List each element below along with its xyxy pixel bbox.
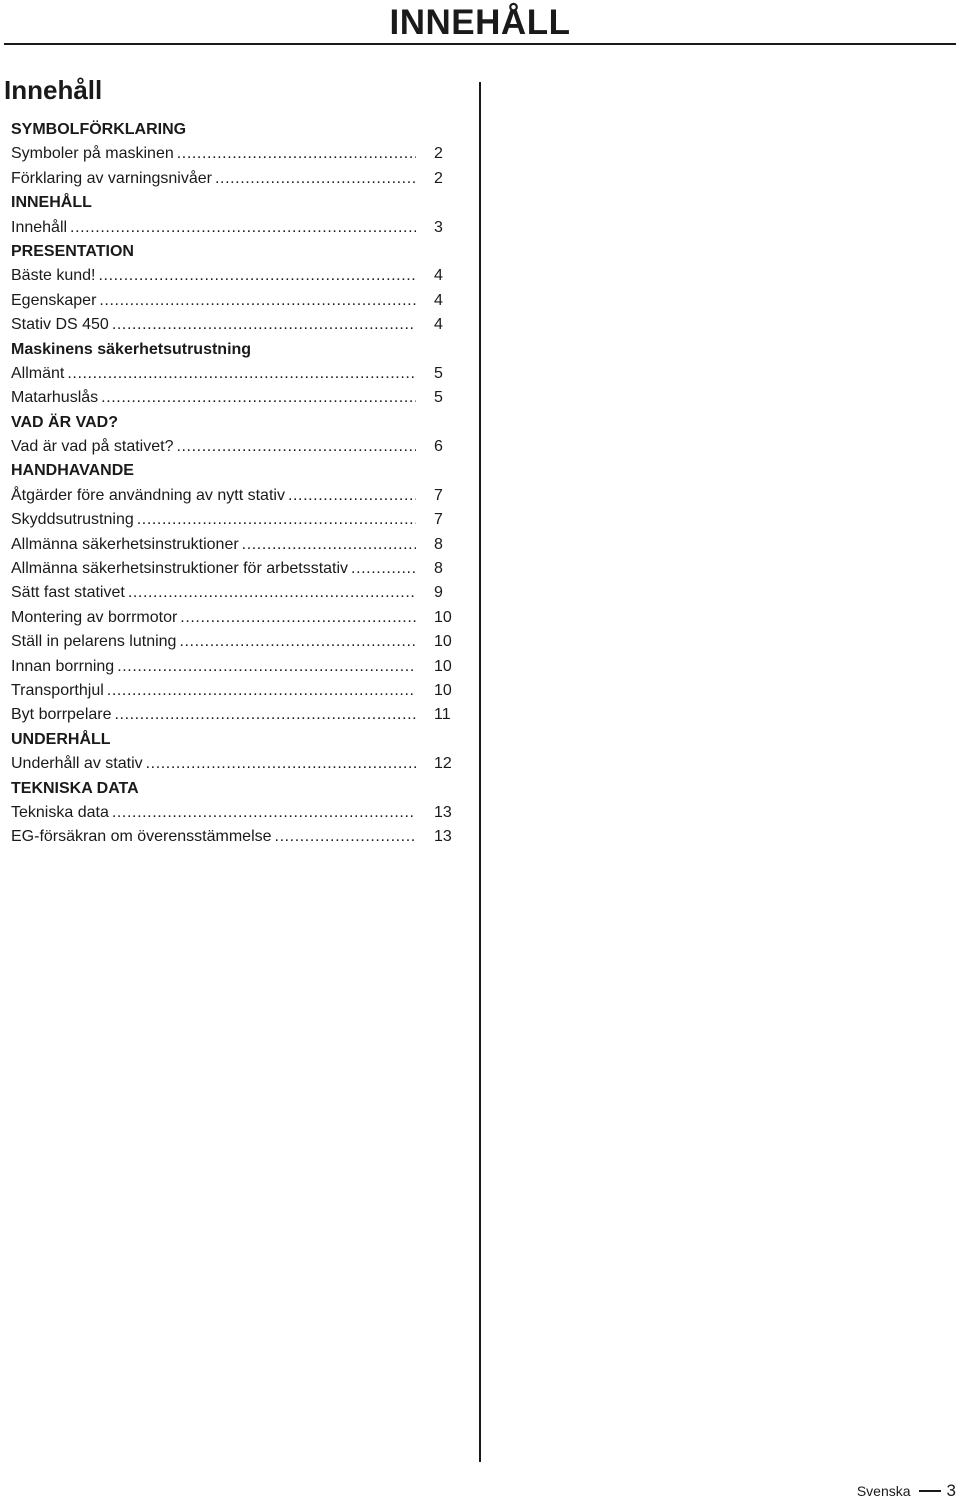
toc-entry-page-number: 4 [434, 267, 443, 285]
toc-entry-label: Vad är vad på stativet? [11, 438, 174, 456]
toc-entry[interactable] [11, 289, 461, 313]
toc-entry-page-number: 5 [434, 389, 443, 407]
toc-dot-leader [137, 508, 416, 532]
toc-dot-leader [112, 801, 416, 825]
footer-page-number: 3 [946, 1481, 956, 1500]
toc-entry[interactable] [11, 484, 461, 508]
toc-dot-leader [288, 484, 416, 508]
toc-entry[interactable] [11, 313, 461, 337]
toc-entry-page-number: 8 [434, 535, 443, 553]
toc-entry-page-number: 13 [434, 803, 452, 821]
toc-entry-label: Egenskaper [11, 291, 97, 309]
toc-entry-page-number: 2 [434, 169, 443, 187]
toc-entry-leader [11, 679, 416, 703]
toc-dot-leader [242, 533, 416, 557]
toc-dot-leader [101, 386, 416, 410]
toc-entry-leader [11, 557, 416, 581]
toc-entry-leader [11, 362, 416, 386]
toc-entry[interactable] [11, 679, 461, 703]
toc-entry-leader [11, 703, 416, 727]
toc-entry-page-number: 4 [434, 316, 443, 334]
header-rule [4, 43, 956, 45]
toc-entry-page-number: 10 [434, 681, 452, 699]
toc-entry[interactable] [11, 703, 461, 727]
toc-heading: PRESENTATION [11, 242, 134, 260]
toc-entry-page-number: 9 [434, 584, 443, 602]
toc-entry-leader [11, 801, 416, 825]
toc-entry-page-number: 12 [434, 755, 452, 773]
toc-entry-leader [11, 435, 416, 459]
toc-entry-label: Innehåll [11, 218, 68, 236]
toc-entry-label: Allmänna säkerhetsinstruktioner för arbetsstativ [11, 560, 349, 578]
toc-entry[interactable] [11, 167, 461, 191]
footer-dash [919, 1490, 941, 1492]
toc-entry-leader [11, 508, 416, 532]
toc-heading: VAD ÄR VAD? [11, 413, 118, 431]
toc-entry-label: Tekniska data [11, 803, 109, 821]
toc-entry[interactable] [11, 362, 461, 386]
toc-entry[interactable] [11, 508, 461, 532]
toc-entry-page-number: 7 [434, 511, 443, 529]
toc-entry-label: Allmänna säkerhetsinstruktioner [11, 535, 239, 553]
toc-entry[interactable] [11, 557, 461, 581]
toc-dot-leader [215, 167, 416, 191]
toc-entry-leader [11, 313, 416, 337]
toc-entry-leader [11, 581, 416, 605]
toc-entry[interactable] [11, 752, 461, 776]
toc-entry[interactable] [11, 655, 461, 679]
toc-heading: INNEHÅLL [11, 194, 92, 212]
toc-dot-leader [146, 752, 416, 776]
toc-entry-label: Ställ in pelarens lutning [11, 633, 177, 651]
toc-entry-leader [11, 142, 416, 166]
toc-entry-leader [11, 167, 416, 191]
toc-entry[interactable] [11, 264, 461, 288]
page-footer [857, 1482, 956, 1500]
toc-entry-label: Underhåll av stativ [11, 755, 143, 773]
toc-entry[interactable] [11, 435, 461, 459]
toc-entry-leader [11, 216, 416, 240]
table-of-contents [11, 118, 461, 850]
toc-entry[interactable] [11, 581, 461, 605]
toc-dot-leader [176, 435, 416, 459]
toc-dot-leader [99, 264, 417, 288]
toc-entry-label: Transporthjul [11, 681, 104, 699]
toc-entry-page-number: 2 [434, 145, 443, 163]
toc-entry-leader [11, 484, 416, 508]
toc-entry-label: Matarhuslås [11, 389, 99, 407]
toc-entry-label: Åtgärder före användning av nytt stativ [11, 486, 285, 504]
toc-entry-page-number: 3 [434, 218, 443, 236]
toc-entry-page-number: 10 [434, 633, 452, 651]
toc-dot-leader [107, 679, 416, 703]
toc-entry-page-number: 4 [434, 291, 443, 309]
toc-entry-page-number: 10 [434, 608, 452, 626]
toc-entry[interactable] [11, 142, 461, 166]
toc-entry-leader [11, 606, 416, 630]
toc-dot-leader [275, 825, 416, 849]
toc-entry-label: Skyddsutrustning [11, 511, 134, 529]
toc-entry-page-number: 5 [434, 364, 443, 382]
toc-dot-leader [115, 703, 417, 727]
toc-entry-page-number: 11 [434, 706, 451, 724]
column-divider [479, 82, 481, 1462]
toc-dot-leader [177, 142, 416, 166]
toc-entry-label: Byt borrpelare [11, 706, 112, 724]
header-title: INNEHÅLL [389, 3, 571, 42]
toc-entry-leader [11, 630, 416, 654]
toc-entry-label: Sätt fast stativet [11, 584, 125, 602]
toc-entry-leader [11, 752, 416, 776]
toc-entry[interactable] [11, 825, 461, 849]
toc-entry-page-number: 8 [434, 560, 443, 578]
toc-heading: TEKNISKA DATA [11, 779, 139, 797]
toc-entry[interactable] [11, 606, 461, 630]
toc-entry[interactable] [11, 630, 461, 654]
toc-entry-leader [11, 264, 416, 288]
toc-dot-leader [180, 606, 416, 630]
toc-dot-leader [117, 655, 416, 679]
toc-entry-label: Montering av borrmotor [11, 608, 178, 626]
toc-entry-label: Förklaring av varningsnivåer [11, 169, 212, 187]
toc-dot-leader [351, 557, 416, 581]
toc-entry[interactable] [11, 386, 461, 410]
toc-dot-leader [70, 216, 416, 240]
toc-entry[interactable] [11, 216, 461, 240]
toc-entry-page-number: 7 [434, 486, 443, 504]
toc-entry-page-number: 10 [434, 657, 452, 675]
toc-entry[interactable] [11, 801, 461, 825]
toc-entry-leader [11, 533, 416, 557]
toc-heading: SYMBOLFÖRKLARING [11, 121, 187, 138]
page-title: Innehåll [4, 75, 103, 105]
toc-entry-label: EG-försäkran om överensstämmelse [11, 828, 272, 846]
toc-entry-leader [11, 289, 416, 313]
toc-entry-label: Bäste kund! [11, 267, 96, 285]
toc-dot-leader [112, 313, 416, 337]
toc-entry-leader [11, 386, 416, 410]
toc-entry[interactable] [11, 533, 461, 557]
toc-entry-page-number: 13 [434, 828, 452, 846]
toc-entry-label: Innan borrning [11, 657, 115, 675]
toc-entry-leader [11, 655, 416, 679]
toc-entry-label: Allmänt [11, 364, 65, 382]
toc-heading: HANDHAVANDE [11, 462, 134, 480]
toc-entry-leader [11, 825, 416, 849]
toc-entry-page-number: 6 [434, 438, 443, 456]
toc-dot-leader [67, 362, 416, 386]
footer-language: Svenska [856, 1483, 911, 1499]
toc-heading: Maskinens säkerhetsutrustning [11, 340, 252, 358]
toc-dot-leader [99, 289, 416, 313]
toc-dot-leader [128, 581, 416, 605]
toc-entry-label: Symboler på maskinen [11, 145, 174, 163]
toc-entry-label: Stativ DS 450 [11, 316, 109, 334]
toc-heading: UNDERHÅLL [11, 730, 111, 748]
toc-dot-leader [179, 630, 416, 654]
